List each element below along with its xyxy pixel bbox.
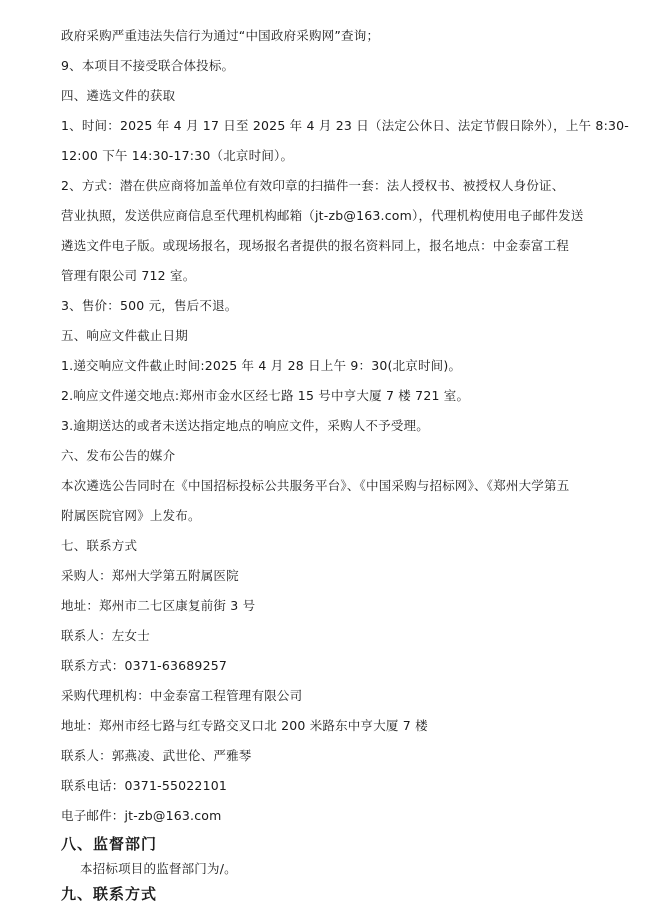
text-line-14: 3.逾期送达的或者未送达指定地点的响应文件，采购人不予受理。: [61, 418, 429, 433]
agency-address-line: 地址：郑州市经七路与红专路交叉口北 200 米路东中亨大厦 7 楼: [61, 718, 428, 733]
agency-email-line: 电子邮件：jt-zb@163.com: [61, 808, 222, 823]
section-heading-6: 六、发布公告的媒介: [61, 448, 176, 463]
text-line-5: 12:00 下午 14:30-17:30（北京时间）。: [61, 148, 294, 163]
text-line-4: 1、时间：2025 年 4 月 17 日至 2025 年 4 月 23 日（法定公休日、法定节假日除外），上午 8:30-: [61, 118, 630, 133]
text-line-16: 本次遴选公告同时在《中国招标投标公共服务平台》、《中国采购与招标网》、《郑州大学第五: [61, 478, 570, 493]
text-line-7: 营业执照，发送供应商信息至代理机构邮箱（jt-zb@163.com），代理机构使用电子邮件发送: [61, 208, 584, 223]
text-line-17: 附属医院官网》上发布。: [61, 508, 201, 523]
section-heading-9: 九、联系方式: [61, 885, 158, 903]
text-line-1: 政府采购严重违法失信行为通过“中国政府采购网”查询；: [61, 28, 380, 43]
text-line-8: 遴选文件电子版。或现场报名，现场报名者提供的报名资料同上，报名地点：中金泰富工程: [61, 238, 570, 253]
section-heading-7: 七、联系方式: [61, 538, 138, 553]
text-line-10: 3、售价：500 元，售后不退。: [61, 298, 238, 313]
agency-contact-line: 联系人：郭燕凌、武世伦、严雅琴: [61, 748, 252, 763]
section-heading-5: 五、响应文件截止日期: [61, 328, 189, 343]
text-line-13: 2.响应文件递交地点:郑州市金水区经七路 15 号中亨大厦 7 楼 721 室。: [61, 388, 470, 403]
section-heading-4: 四、遴选文件的获取: [61, 88, 176, 103]
purchaser-phone-line: 联系方式：0371-63689257: [61, 658, 228, 673]
text-line-2: 9、本项目不接受联合体投标。: [61, 58, 235, 73]
text-line-6: 2、方式：潜在供应商将加盖单位有效印章的扫描件一套：法人授权书、被授权人身份证、: [61, 178, 565, 193]
agency-line: 采购代理机构：中金泰富工程管理有限公司: [61, 688, 303, 703]
text-line-12: 1.递交响应文件截止时间:2025 年 4 月 28 日上午 9：30(北京时间)。: [61, 358, 462, 373]
section-heading-8: 八、监督部门: [61, 835, 158, 853]
supervision-text: 本招标项目的监督部门为/。: [80, 861, 237, 876]
purchaser-contact-line: 联系人：左女士: [61, 628, 150, 643]
agency-phone-line: 联系电话：0371-55022101: [61, 778, 228, 793]
purchaser-address-line: 地址：郑州市二七区康复前街 3 号: [61, 598, 256, 613]
text-line-9: 管理有限公司 712 室。: [61, 268, 196, 283]
purchaser-line: 采购人：郑州大学第五附属医院: [61, 568, 239, 583]
